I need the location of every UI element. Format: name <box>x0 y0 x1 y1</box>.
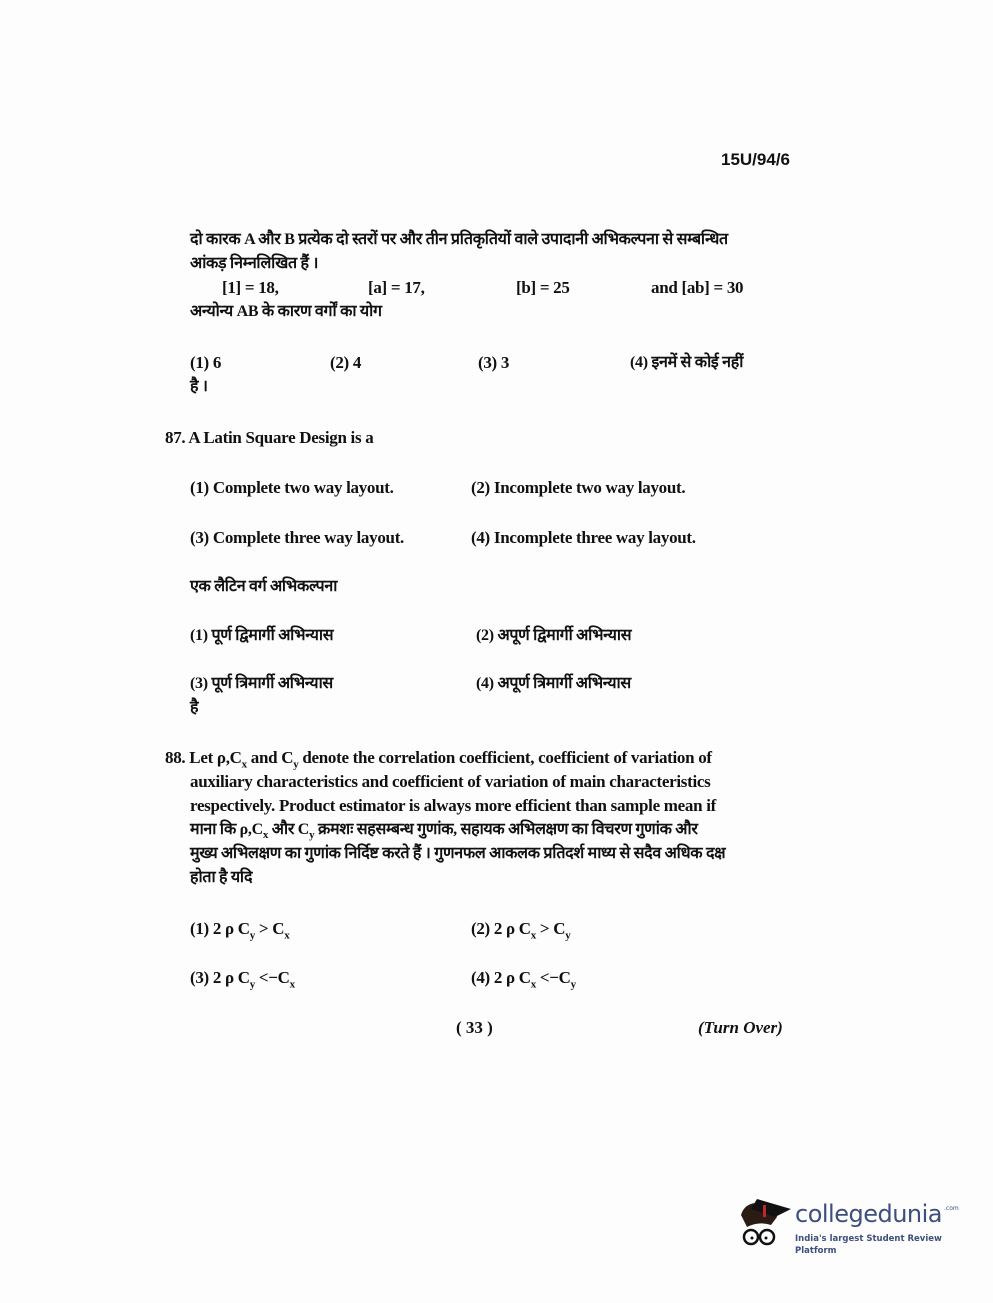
q87-option-2: (2) Incomplete two way layout. <box>471 478 686 497</box>
q87-options-row-1 <box>165 476 790 500</box>
q87-hindi-options-row-1 <box>165 624 790 648</box>
mascot-icon <box>735 1195 793 1255</box>
q87-option-4: (4) Incomplete three way layout. <box>471 528 696 547</box>
q87-option-3: (3) Complete three way layout. <box>190 528 405 547</box>
logo-wordmark: collegedunia <box>795 1200 943 1228</box>
q88-option-2: (2) 2 ρ $C_x > C_y$ <box>471 919 571 942</box>
q87-hindi-option-2: (2) अपूर्ण द्विमार्गी अभिन्यास <box>476 627 632 644</box>
q87-stem: 87. A Latin Square Design is a <box>165 428 374 447</box>
page-content <box>165 148 790 1040</box>
q86-value-a: [a] = 17, <box>368 278 425 297</box>
q87-hindi-stem: एक लैटिन वर्ग अभिकल्पना <box>190 578 338 595</box>
q88-options-row-2 <box>165 966 790 990</box>
q86-line1: दो कारक A और B प्रत्येक दो स्तरों पर और तीन प्रतिकृतियों वाले उपादानी अभिकल्पना से सम्बन्धित <box>190 231 728 248</box>
logo-text <box>795 1199 985 1257</box>
logo-com: .com <box>944 1205 959 1212</box>
q86-options <box>165 351 790 375</box>
q87-hindi-option-3: (3) पूर्ण त्रिमार्गी अभिन्यास <box>190 675 333 692</box>
q87-hindi-option-1: (1) पूर्ण द्विमार्गी अभिन्यास <box>190 627 334 644</box>
paper-code: 15U/94/6 <box>721 150 790 169</box>
q87-trail: है <box>190 699 199 716</box>
q86-option-1: (1) 6 <box>190 353 222 372</box>
q86-option-3: (3) 3 <box>478 353 510 372</box>
collegedunia-logo <box>735 1195 985 1259</box>
q86-trail: है । <box>190 378 208 395</box>
q86-value-ab: and [ab] = 30 <box>651 278 744 297</box>
q86-option-2: (2) 4 <box>330 353 362 372</box>
logo-tagline: India's largest Student Review Platform <box>795 1234 942 1256</box>
q86-line2: आंकड़ निम्नलिखित हैं । <box>190 255 319 272</box>
q86-line3: अन्योन्य AB के कारण वर्गों का योग <box>190 303 382 320</box>
q88-option-4: (4) 2 ρ $C_x <-C_y$ <box>471 968 576 991</box>
q86-value-b: [b] = 25 <box>516 278 570 297</box>
q88-line2: auxiliary characteristics and coefficient of variation of main characteristics <box>190 772 711 791</box>
q87-hindi-options-row-2 <box>165 672 790 696</box>
q88-option-3: (3) 2 ρ $C_y <-C_x$ <box>190 968 295 991</box>
q86-values <box>165 276 790 300</box>
q88-option-1: (1) 2 ρ $C_y > C_x$ <box>190 919 290 942</box>
q88-options-row-1 <box>165 917 790 941</box>
q88-line6: होता है यदि <box>190 869 253 886</box>
page-number: ( 33 ) <box>456 1018 493 1037</box>
turn-over: (Turn Over) <box>698 1018 783 1037</box>
q87-option-1: (1) Complete two way layout. <box>190 478 394 497</box>
q87-hindi-option-4: (4) अपूर्ण त्रिमार्गी अभिन्यास <box>476 675 631 692</box>
q87-options-row-2 <box>165 526 790 550</box>
q88-line1: 88. Let $\rho,C_x$ and $C_y$ denote the correlation coefficient, coefficient of variation of <box>165 748 712 771</box>
q88-line4: माना कि $\rho,C_x$ और $C_y$ क्रमशः सहसम्बन्ध गुणांक, सहायक अभिलक्षण का विचरण गुणांक और <box>190 821 698 842</box>
q88-line3: respectively. Product estimator is always more efficient than sample mean if <box>190 796 716 815</box>
page-footer <box>165 1016 790 1040</box>
q86-value-1: [1] = 18, <box>222 278 279 297</box>
q88-line5: मुख्य अभिलक्षण का गुणांक निर्दिष्ट करते हैं । गुणनफल आकलक प्रतिदर्श माध्य से सदैव अधिक दक्ष <box>190 845 726 862</box>
q86-option-4: (4) इनमें से कोई नहीं <box>630 354 744 371</box>
